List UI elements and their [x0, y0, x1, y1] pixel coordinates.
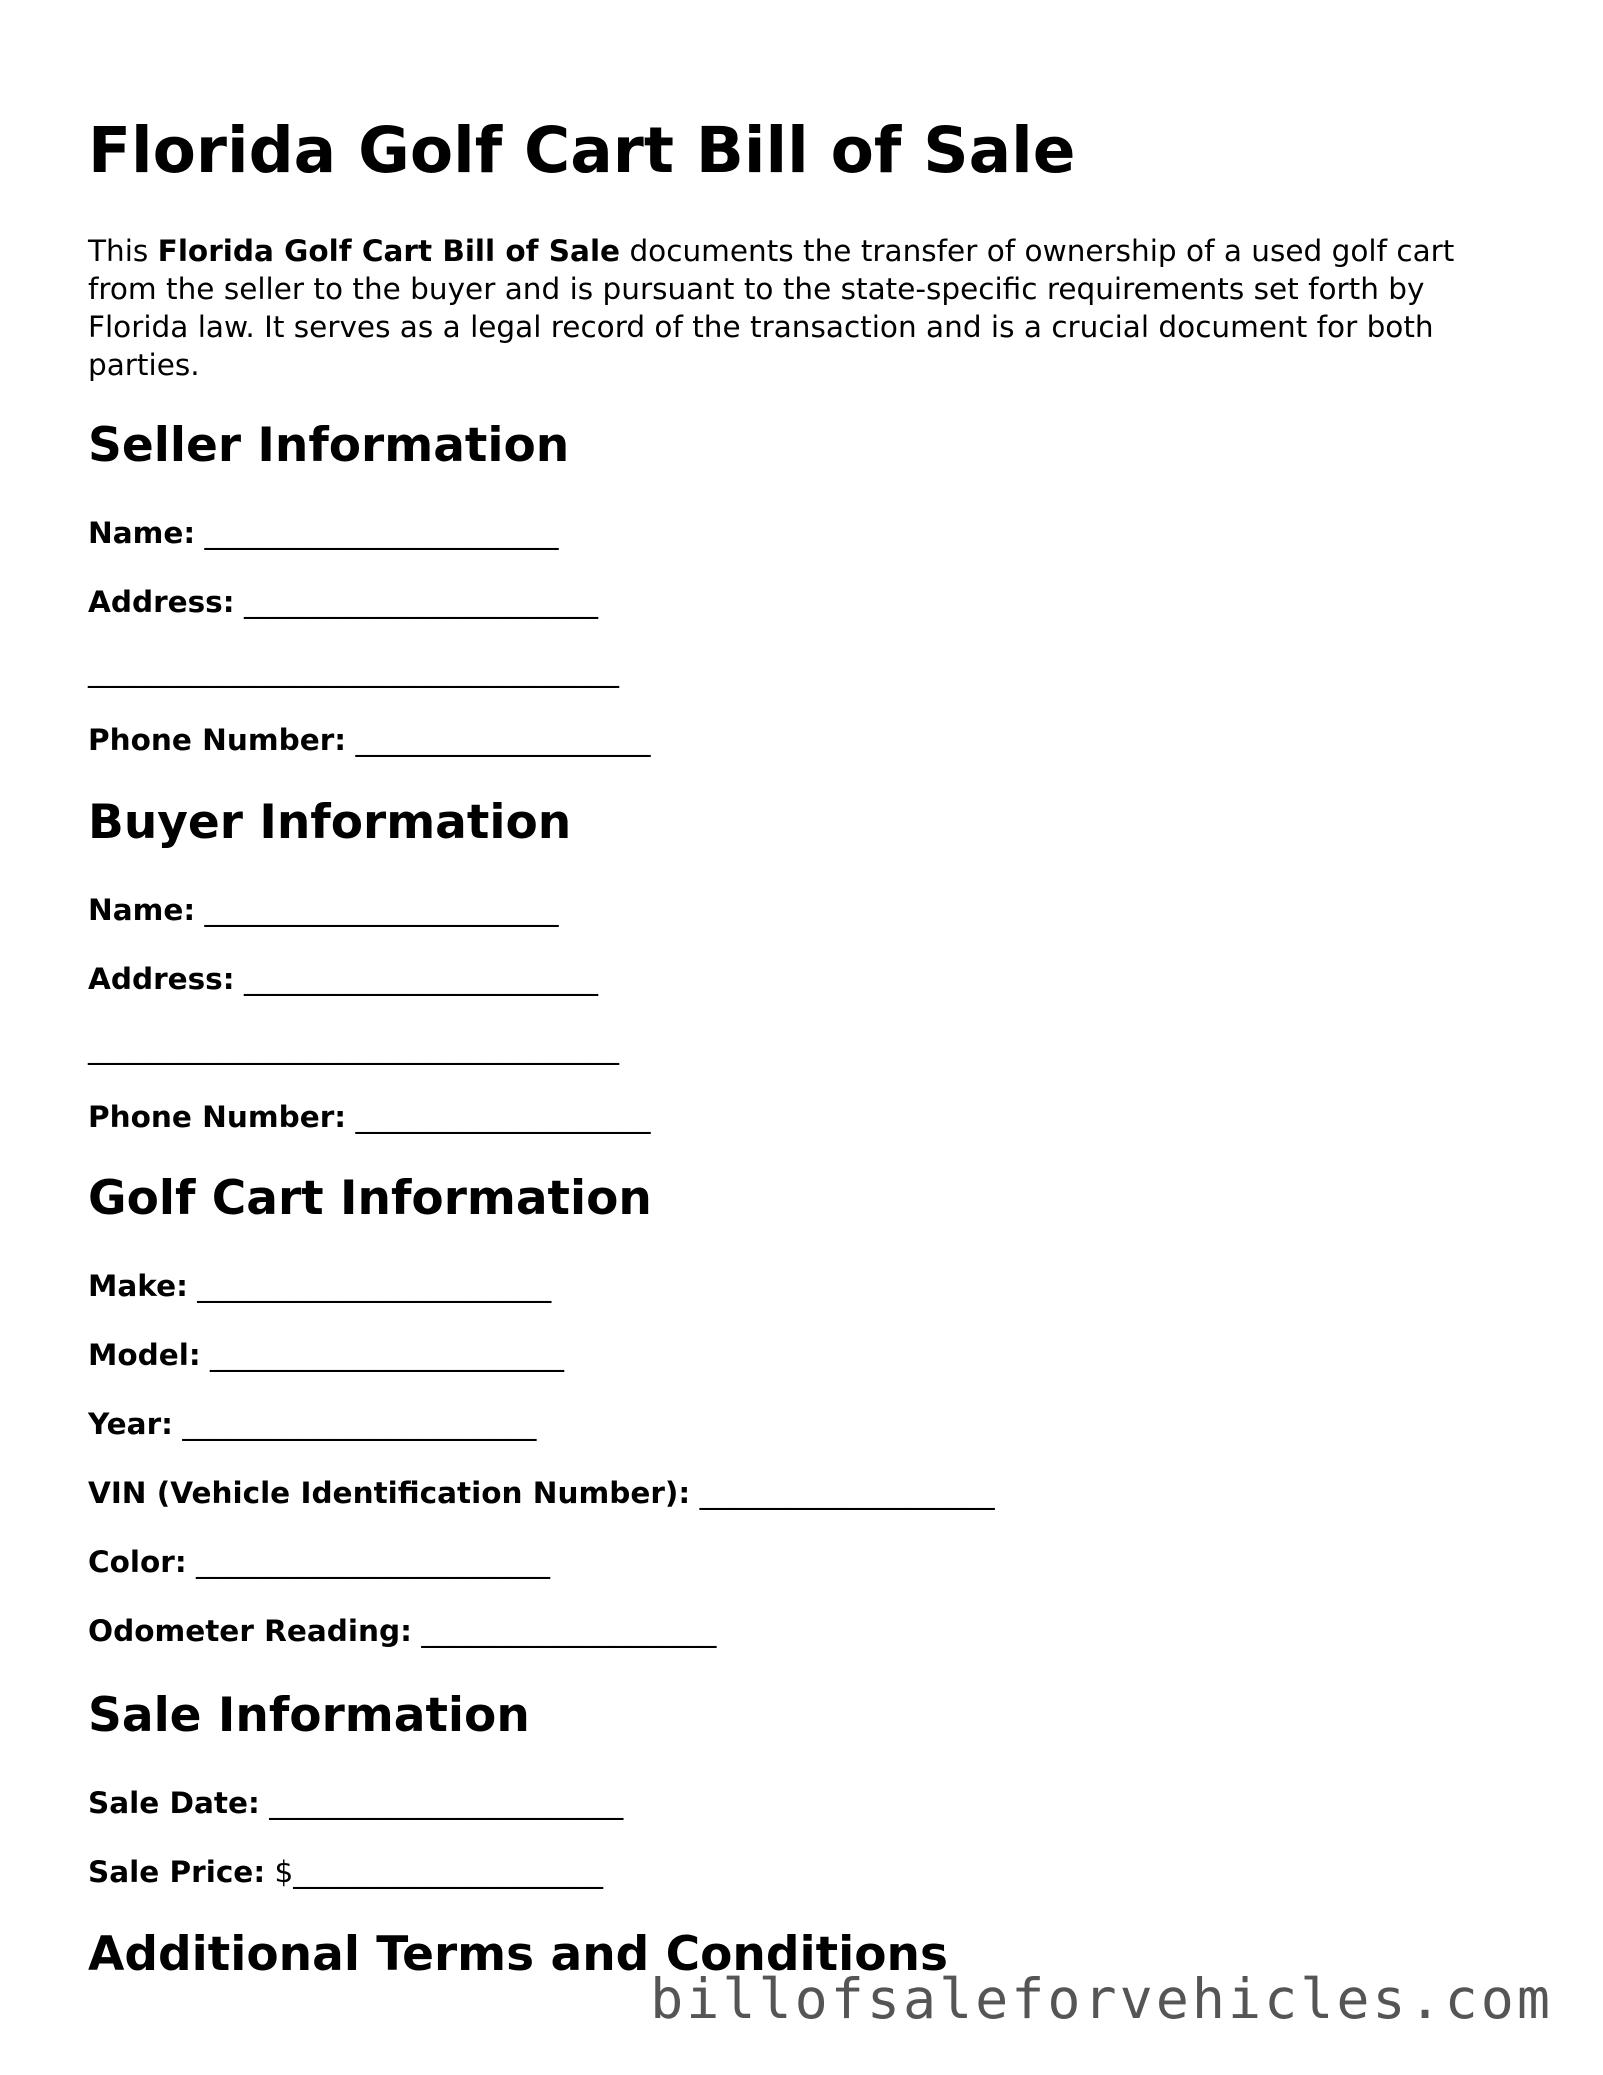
buyer-name-field[interactable] [88, 892, 559, 928]
sale-price-field[interactable] [88, 1854, 603, 1890]
seller-address-blank[interactable]: ________________________ [243, 585, 598, 619]
cart-color-label: Color: [88, 1545, 187, 1579]
cart-vin-label: VIN (Vehicle Identification Number): [88, 1476, 691, 1510]
seller-name-blank[interactable]: ________________________ [204, 516, 559, 550]
cart-model-blank[interactable]: ________________________ [210, 1338, 565, 1372]
buyer-address-field[interactable] [88, 961, 598, 997]
intro-bold-title: Florida Golf Cart Bill of Sale [157, 234, 621, 268]
intro-paragraph [88, 232, 1488, 384]
intro-prefix: This [88, 234, 158, 268]
cart-heading: Golf Cart Information [88, 1171, 652, 1226]
buyer-phone-blank[interactable]: ____________________ [355, 1100, 651, 1134]
buyer-name-blank[interactable]: ________________________ [204, 893, 559, 927]
sale-date-label: Sale Date: [88, 1786, 260, 1820]
sale-price-blank[interactable]: $_____________________ [274, 1855, 604, 1889]
cart-make-field[interactable] [88, 1268, 551, 1304]
seller-phone-field[interactable] [88, 722, 650, 758]
seller-name-label: Name: [88, 516, 196, 550]
seller-name-field[interactable] [88, 515, 559, 551]
sale-date-blank[interactable]: ________________________ [269, 1786, 624, 1820]
cart-color-field[interactable] [88, 1544, 550, 1580]
seller-address-line2[interactable] [88, 653, 619, 689]
cart-make-label: Make: [88, 1269, 188, 1303]
cart-vin-blank[interactable]: ____________________ [699, 1476, 995, 1510]
sale-heading: Sale Information [88, 1688, 530, 1743]
seller-heading: Seller Information [88, 418, 570, 473]
buyer-address-line2-blank[interactable]: ____________________________________ [88, 1031, 619, 1065]
cart-make-blank[interactable]: ________________________ [197, 1269, 552, 1303]
buyer-address-line2[interactable] [88, 1030, 619, 1066]
seller-phone-blank[interactable]: ____________________ [355, 723, 651, 757]
buyer-address-label: Address: [88, 962, 235, 996]
sale-price-label: Sale Price: [88, 1855, 266, 1889]
cart-year-label: Year: [88, 1407, 173, 1441]
cart-model-label: Model: [88, 1338, 201, 1372]
buyer-phone-label: Phone Number: [88, 1100, 347, 1134]
seller-address-field[interactable] [88, 584, 598, 620]
cart-vin-field[interactable] [88, 1475, 995, 1511]
buyer-phone-field[interactable] [88, 1099, 650, 1135]
document-title: Florida Golf Cart Bill of Sale [88, 114, 1076, 187]
watermark-text: billofsaleforvehicles.com [650, 1967, 1553, 2031]
cart-color-blank[interactable]: ________________________ [196, 1545, 551, 1579]
cart-odometer-blank[interactable]: ____________________ [421, 1614, 717, 1648]
cart-odometer-field[interactable] [88, 1613, 716, 1649]
sale-date-field[interactable] [88, 1785, 623, 1821]
intro-suffix: documents the transfer of ownership of a used golf cart from the seller to the buyer and is pursuant to the state-specific requirements set forth by Florida law. It serves as a legal record of the transaction and is a crucial document for both parties. [88, 234, 1455, 382]
terms-heading: Additional Terms and Conditions [88, 1927, 948, 1982]
buyer-heading: Buyer Information [88, 795, 572, 850]
buyer-address-blank[interactable]: ________________________ [243, 962, 598, 996]
cart-year-field[interactable] [88, 1406, 536, 1442]
buyer-name-label: Name: [88, 893, 196, 927]
seller-phone-label: Phone Number: [88, 723, 347, 757]
cart-model-field[interactable] [88, 1337, 564, 1373]
cart-year-blank[interactable]: ________________________ [182, 1407, 537, 1441]
cart-odometer-label: Odometer Reading: [88, 1614, 412, 1648]
seller-address-label: Address: [88, 585, 235, 619]
seller-address-line2-blank[interactable]: ____________________________________ [88, 654, 619, 688]
